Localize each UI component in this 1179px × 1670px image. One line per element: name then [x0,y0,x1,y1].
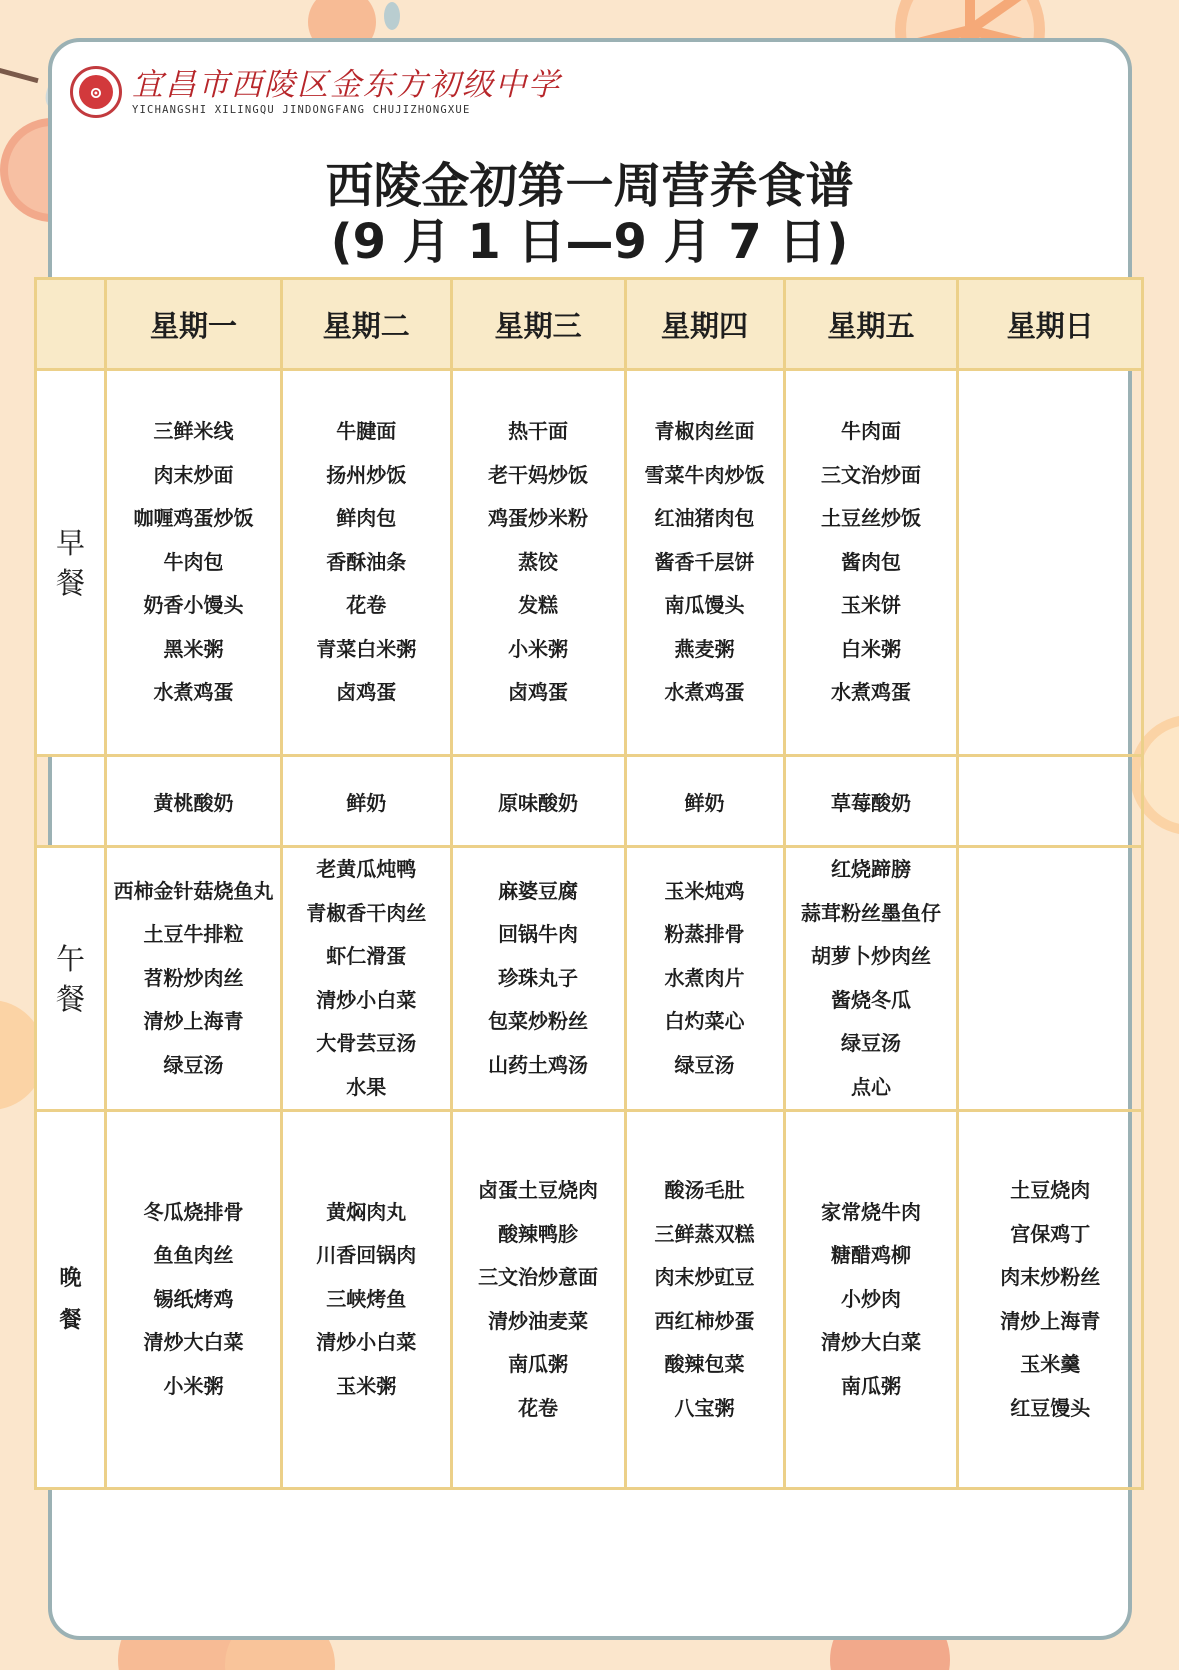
snack-cell [784,756,958,847]
menu-item: 胡萝卜炒肉丝 [811,944,931,968]
menu-item: 玉米炖鸡 [664,878,745,903]
menu-item: 小米粥 [508,636,569,661]
day-header-row [36,279,1143,370]
dinner-cell [625,1111,784,1489]
lunch-row [36,847,1143,1111]
menu-item: 牛腱面 [336,419,397,444]
breakfast-cell [105,370,281,756]
menu-item: 麻婆豆腐 [498,878,579,903]
menu-item: 肉末炒粉丝 [1000,1265,1101,1289]
school-emblem-icon: ⊙ [79,75,113,109]
menu-item: 牛肉包 [163,549,224,574]
dinner-cell [281,1111,451,1489]
menu-item: 清炒大白菜 [143,1330,244,1355]
breakfast-cell [625,370,784,756]
menu-table [34,277,1144,1490]
menu-item: 花卷 [518,1395,559,1420]
breakfast-cell [451,370,625,756]
menu-item: 黄焖肉丸 [326,1199,407,1224]
menu-item: 花卷 [346,593,387,618]
menu-item: 宫保鸡丁 [1010,1221,1091,1246]
lunch-cell [451,847,625,1111]
menu-item: 鸡蛋炒米粉 [488,506,589,531]
menu-item: 西柿金针菇烧鱼丸 [113,878,274,903]
menu-item: 绿豆汤 [841,1031,901,1055]
menu-item: 三文治炒意面 [478,1265,599,1289]
snack-cell [451,756,625,847]
snack-row [36,756,1143,847]
date-range: (9 月 1 日—9 月 7 日) [330,214,849,270]
menu-item: 锡纸烤鸡 [153,1286,234,1311]
menu-item: 绿豆汤 [674,1052,735,1077]
menu-item: 红油猪肉包 [654,506,755,531]
menu-item: 酱香千层饼 [654,549,755,574]
meal-label-breakfast [36,370,106,756]
menu-item: 酱烧冬瓜 [831,987,911,1012]
menu-item: 大骨芸豆汤 [316,1031,417,1055]
menu-item: 清炒大白菜 [821,1330,921,1355]
lunch-cell [958,847,1143,1111]
menu-item: 发糕 [518,593,559,618]
menu-item: 青椒香干肉丝 [306,900,427,925]
menu-item: 川香回锅肉 [316,1243,417,1268]
menu-item: 红豆馒头 [1010,1395,1091,1420]
page-title: 西陵金初第一周营养食谱 [325,158,854,214]
menu-item: 玉米羹 [1020,1352,1081,1376]
menu-item: 红烧蹄膀 [831,857,911,881]
menu-item: 蒸饺 [518,549,559,574]
menu-item: 南瓜粥 [508,1352,569,1376]
snack-cell [625,756,784,847]
menu-item: 肉末炒面 [153,462,234,487]
menu-item: 香酥油条 [326,549,407,574]
dinner-cell [958,1111,1143,1489]
menu-item: 鲜奶 [346,790,387,815]
meal-label-char: 早 [55,525,85,560]
day-header: 星期一 [105,279,281,370]
menu-item: 酸辣鸭胗 [498,1221,579,1246]
menu-item: 清炒上海青 [1000,1308,1101,1333]
menu-item: 三峡烤鱼 [326,1286,407,1311]
meal-label-char: 午 [55,941,85,976]
menu-item: 玉米粥 [336,1373,397,1398]
menu-item: 奶香小馒头 [143,593,244,618]
snack-cell [105,756,281,847]
menu-item: 草莓酸奶 [831,790,911,815]
menu-item: 三鲜米线 [153,419,234,444]
breakfast-cell [958,370,1143,756]
day-header: 星期日 [958,279,1143,370]
breakfast-cell [281,370,451,756]
menu-item: 水煮鸡蛋 [664,680,745,705]
menu-item: 小炒肉 [841,1286,901,1311]
menu-item: 扬州炒饭 [326,462,407,487]
menu-item: 卤鸡蛋 [508,680,569,705]
menu-item: 包菜炒粉丝 [488,1009,589,1034]
lunch-cell [105,847,281,1111]
snack-cell [281,756,451,847]
menu-item: 土豆烧肉 [1010,1178,1091,1202]
menu-item: 黄桃酸奶 [153,790,234,815]
menu-item: 蒜茸粉丝墨鱼仔 [801,900,941,925]
menu-item: 玉米饼 [841,593,901,618]
menu-item: 西红柿炒蛋 [654,1308,755,1333]
menu-item: 老干妈炒饭 [488,462,589,487]
menu-item: 原味酸奶 [498,790,579,815]
breakfast-row [36,370,1143,756]
dinner-cell [105,1111,281,1489]
school-logo [70,66,122,118]
meal-label-char: 餐 [55,981,85,1016]
menu-item: 青椒肉丝面 [654,419,755,444]
menu-item: 鲜肉包 [336,506,397,531]
menu-item: 土豆牛排粒 [143,922,244,947]
menu-item: 八宝粥 [674,1395,735,1420]
menu-item: 土豆丝炒饭 [821,506,921,531]
menu-item: 三鲜蒸双糕 [654,1221,755,1246]
menu-item: 苕粉炒肉丝 [143,965,244,990]
menu-item: 燕麦粥 [674,636,735,661]
menu-item: 水煮鸡蛋 [153,680,234,705]
menu-item: 卤鸡蛋 [336,680,397,705]
menu-item: 珍珠丸子 [498,965,579,990]
menu-item: 酱肉包 [841,549,901,574]
menu-item: 粉蒸排骨 [664,922,745,947]
menu-item: 回锅牛肉 [498,922,579,947]
meal-label-dinner [36,1111,106,1489]
breakfast-cell [784,370,958,756]
menu-item: 南瓜粥 [841,1373,901,1398]
lunch-cell [784,847,958,1111]
lunch-cell [625,847,784,1111]
menu-item: 南瓜馒头 [664,593,745,618]
lunch-cell [281,847,451,1111]
meal-label-snack [36,756,106,847]
day-header: 星期二 [281,279,451,370]
dinner-row [36,1111,1143,1489]
menu-item: 鱼鱼肉丝 [153,1243,234,1268]
menu-item: 虾仁滑蛋 [326,944,407,968]
menu-item: 雪菜牛肉炒饭 [644,462,765,487]
menu-item: 热干面 [508,419,569,444]
school-name-en: YICHANGSHI XILINGQU JINDONGFANG CHUJIZHONGXUE [132,104,471,116]
school-name-cn: 宜昌市西陵区金东方初级中学 [132,67,561,103]
menu-item: 水煮鸡蛋 [831,680,911,705]
menu-item: 清炒上海青 [143,1009,244,1034]
menu-item: 水煮肉片 [664,965,745,990]
meal-label-char: 餐 [55,565,85,600]
menu-item: 白米粥 [841,636,901,661]
menu-item: 牛肉面 [841,419,901,444]
menu-item: 卤蛋土豆烧肉 [478,1178,599,1202]
menu-item: 家常烧牛肉 [821,1199,921,1224]
menu-item: 清炒油麦菜 [488,1308,589,1333]
menu-item: 清炒小白菜 [316,987,417,1012]
dinner-cell [784,1111,958,1489]
day-header: 星期五 [784,279,958,370]
menu-item: 青菜白米粥 [316,636,417,661]
menu-item: 酸汤毛肚 [664,1178,745,1202]
day-header: 星期三 [451,279,625,370]
meal-label-char: 餐 [59,1307,82,1333]
school-header [70,66,561,118]
menu-item: 三文治炒面 [821,462,921,487]
menu-item: 山药土鸡汤 [488,1052,589,1077]
menu-item: 肉末炒豇豆 [654,1265,755,1289]
menu-item: 咖喱鸡蛋炒饭 [133,506,254,531]
menu-item: 老黄瓜炖鸭 [316,857,417,881]
menu-item: 清炒小白菜 [316,1330,417,1355]
menu-item: 小米粥 [163,1373,224,1398]
menu-item: 酸辣包菜 [664,1352,745,1376]
corner-cell [36,279,106,370]
snack-cell [958,756,1143,847]
dinner-cell [451,1111,625,1489]
menu-item: 白灼菜心 [664,1009,745,1034]
meal-label-char: 晚 [59,1265,82,1291]
meal-label-lunch [36,847,106,1111]
day-header: 星期四 [625,279,784,370]
menu-item: 黑米粥 [163,636,224,661]
menu-item: 水果 [346,1074,387,1099]
menu-item: 鲜奶 [684,790,725,815]
menu-item: 绿豆汤 [163,1052,224,1077]
menu-item: 冬瓜烧排骨 [143,1199,244,1224]
menu-item: 糖醋鸡柳 [831,1243,911,1268]
menu-item: 点心 [851,1074,891,1099]
